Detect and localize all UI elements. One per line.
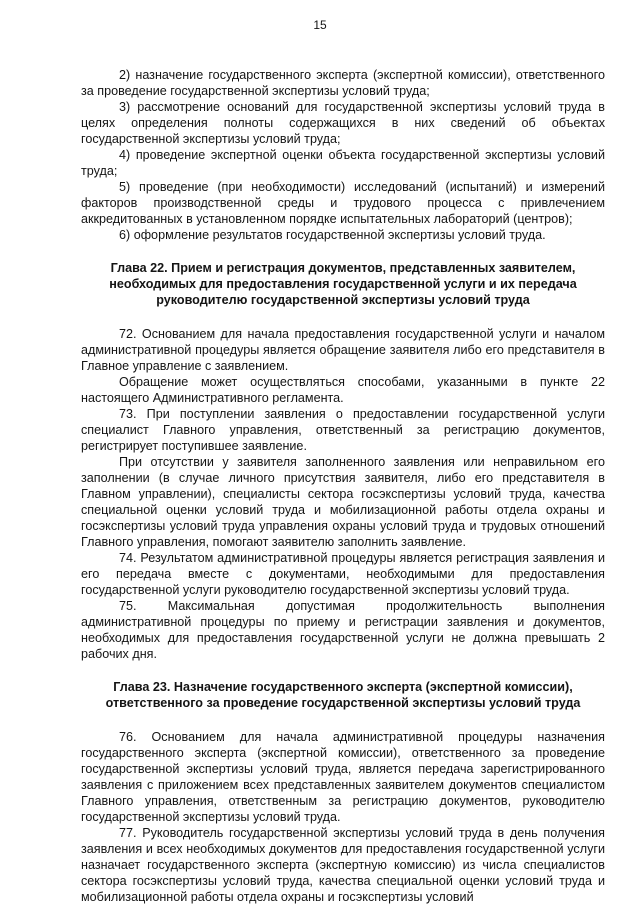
chapter-23-heading: Глава 23. Назначение государственного эксперта (экспертной комиссии), ответственного за проведение государственной экспертизы условий труда	[105, 680, 581, 710]
list-item-5: 5) проведение (при необходимости) исследований (испытаний) и измерений факторов производственной среды и трудового процесса с привлечением аккредитованных в установленном порядке испытательных лабораторий (центров);	[81, 180, 605, 226]
paragraph-76: 76. Основанием для начала административной процедуры назначения государственного эксперта (экспертной комиссии), ответственного за проведение государственной экспертизы условий труда, является передача зарегистрированного заявления с приложением всех представленных заявителем документов специалистом Главного управления, ответственным за регистрацию документов, руководителю государственной экспертизы условий труда.	[81, 730, 605, 824]
paragraph-74: 74. Результатом административной процедуры является регистрация заявления и его передача вместе с документами, необходимыми для предоставления государственной услуги руководителю государственной экспертизы условий труда.	[81, 551, 605, 597]
list-item-6: 6) оформление результатов государственной экспертизы условий труда.	[119, 228, 546, 242]
paragraph-73-absence: При отсутствии у заявителя заполненного заявления или неправильном его заполнении (в случае личного присутствия заявителя, либо его представителя в Главном управлении), специалисты сектора госэкспертизы условий труда, качества специальной оценки условий труда и мобилизационной работы отдела охраны и госэкспертизы условий труда управления охраны условий труда и трудовых отношений Главного управления, помогают заявителю заполнить заявление.	[81, 455, 605, 549]
page-number: 15	[313, 18, 327, 32]
chapter-22-heading: Глава 22. Прием и регистрация документов, представленных заявителем, необходимых для предоставления государственной услуги и их передача руководителю государственной экспертизы условий труда	[109, 261, 577, 307]
list-item-2: 2) назначение государственного эксперта (экспертной комиссии), ответственного за проведение государственной экспертизы условий труда;	[81, 68, 605, 98]
list-item-4: 4) проведение экспертной оценки объекта государственной экспертизы условий труда;	[81, 148, 605, 178]
paragraph-75: 75. Максимальная допустимая продолжительность выполнения административной процедуры по приему и регистрации заявления и документов, необходимых для предоставления государственной услуги не должна превышать 2 рабочих дня.	[81, 599, 605, 661]
paragraph-72-appeal: Обращение может осуществляться способами, указанными в пункте 22 настоящего Административного регламента.	[81, 375, 605, 405]
paragraph-73: 73. При поступлении заявления о предоставлении государственной услуги специалист Главного управления, ответственный за регистрацию документов, регистрирует поступившее заявление.	[81, 407, 605, 453]
document-body	[81, 67, 605, 905]
paragraph-72: 72. Основанием для начала предоставления государственной услуги и началом административной процедуры является обращение заявителя либо его представителя в Главное управление с заявлением.	[81, 327, 605, 373]
paragraph-77: 77. Руководитель государственной экспертизы условий труда в день получения заявления и всех необходимых документов для предоставления государственной услуги назначает государственного эксперта (экспертную комиссию) из числа специалистов сектора госэкспертизы условий труда, качества специальной оценки условий труда и мобилизационной работы отдела охраны и госэкспертизы условий	[81, 826, 605, 904]
list-item-3: 3) рассмотрение оснований для государственной экспертизы условий труда в целях определения полноты содержащихся в них сведений об объектах государственной экспертизы условий труда;	[81, 100, 605, 146]
